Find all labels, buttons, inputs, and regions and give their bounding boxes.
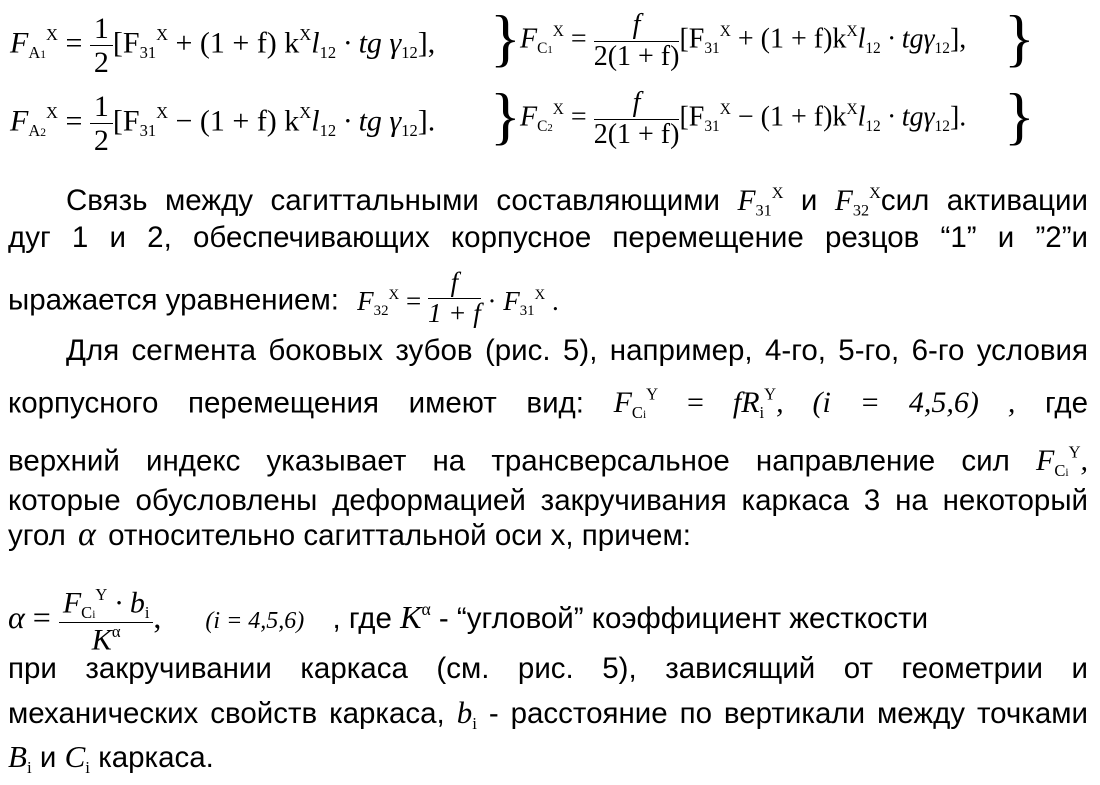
- fraction: $\frac{F_{Ci}^Y \cdot b_i}{K^\alpha}$: [59, 586, 154, 657]
- paragraph-1-line-1: Связь между сагиттальными составляющими $F_{31}^X$ и $F_{32}^Xсил$ активации: [66, 184, 1088, 220]
- formula-f32x-relation: $F_{32}^X$ = $\frac{f}{1 + f}$ · $F_{31}^X$ .: [357, 267, 559, 328]
- formula-f31x: $F_{31}^X$: [737, 184, 784, 220]
- equation-alpha: α = $\frac{F_{Ci}^Y \cdot b_i}{K^\alpha}$ ,: [8, 584, 162, 657]
- equation-alpha-line: α = $\frac{F_{Ci}^Y \cdot b_i}{K^\alpha}$ , (i = 4,5,6) , где $K^\alpha$ - “угловой” коэффициент жесткости: [8, 584, 929, 657]
- fraction: $\frac{1}{2}$: [90, 90, 113, 157]
- c-i-point: $C_i$: [64, 739, 90, 777]
- fraction: $\frac{f}{1 + f}$: [427, 267, 481, 328]
- paragraph-2-line-5: угол α относительно сагиттальной оси x, причем:: [8, 516, 691, 553]
- paragraph-3-line-1: при закручивании каркаса (см. рис. 5), зависящий от геометрии и: [8, 652, 1088, 685]
- paragraph-3-line-3: $B_i$ и $C_i$ каркаса.: [8, 739, 214, 777]
- paragraph-2-line-3: верхний индекс указывает на трансверсальное направление сил $F_{Ci}^Y$,: [8, 443, 1088, 481]
- paragraph-2-line-4: которые обусловлены деформацией закручивания каркаса 3 на некоторый: [8, 484, 1088, 517]
- equation-fc2: $F_{C2}^X$ = $\frac{f}{2(1 + f)}$ $[F_{31}^X - (1 + f)k^Xl_{12} \cdot tg\gamma_{12}]$.: [520, 87, 967, 150]
- equation-fc1: $F_{C1}^X$ = $\frac{f}{2(1 + f)}$ $[F_{31}^X + (1 + f)k^Xl_{12} \cdot tg\gamma_{12}]$,: [520, 9, 967, 72]
- fraction: $\frac{f}{2(1 + f)}$: [593, 9, 680, 72]
- alpha-symbol: α: [78, 516, 96, 553]
- right-brace-left-group: }: [490, 2, 521, 73]
- right-brace-right-group: }: [1004, 2, 1035, 73]
- fraction: $\frac{f}{2(1 + f)}$: [593, 87, 680, 150]
- paragraph-2-line-2: корпусного перемещения имеют вид: $F_{Ci}^Y = fR_i^Y$, (i = 4,5,6) , где: [8, 385, 1089, 423]
- formula-fci-y: $F_{Ci}^Y = fR_i^Y$, (i = 4,5,6) ,: [613, 385, 1016, 423]
- right-brace-right-group-lower: }: [1004, 80, 1035, 151]
- paragraph-2-line-1: Для сегмента боковых зубов (рис. 5), например, 4-го, 5-го, 6-го условия: [66, 334, 1088, 367]
- right-brace-left-group-lower: }: [490, 80, 521, 151]
- formula-f32x: $F_{32}^X$: [834, 184, 881, 220]
- paragraph-1-line-2: дуг 1 и 2, обеспечивающих корпусное перемещение резцов “1” и ”2”и: [8, 221, 1088, 254]
- equation-fa2: $F_{A2}^X$ = $\frac{1}{2}$ [$F_{31}^X - (1 + f) k^Xl_{12}$ · tg $\gamma_{12}$].: [10, 90, 436, 157]
- fraction: $\frac{1}{2}$: [90, 12, 113, 79]
- b-i-point: $B_i$: [8, 739, 32, 777]
- k-alpha-symbol: $K^\alpha$: [400, 599, 431, 636]
- paragraph-1-line-3: ыражается уравнением: $F_{32}^X$ = $\frac{f}{1 + f}$ · $F_{31}^X$ .: [8, 267, 559, 328]
- equation-fa1: $F_{A1}^X$ = $\frac{1}{2}$ [$F_{31}^X + (1 + f) k^Xl_{12}$ · tg $\gamma_{12}$],: [10, 12, 436, 79]
- b-i-symbol: $b_i$: [456, 695, 477, 733]
- formula-fci-y-2: $F_{Ci}^Y$,: [1036, 443, 1088, 481]
- index-condition: (i = 4,5,6): [205, 608, 305, 635]
- paragraph-3-line-2: механических свойств каркаса, $b_i$ - расстояние по вертикали между точками: [8, 695, 1088, 733]
